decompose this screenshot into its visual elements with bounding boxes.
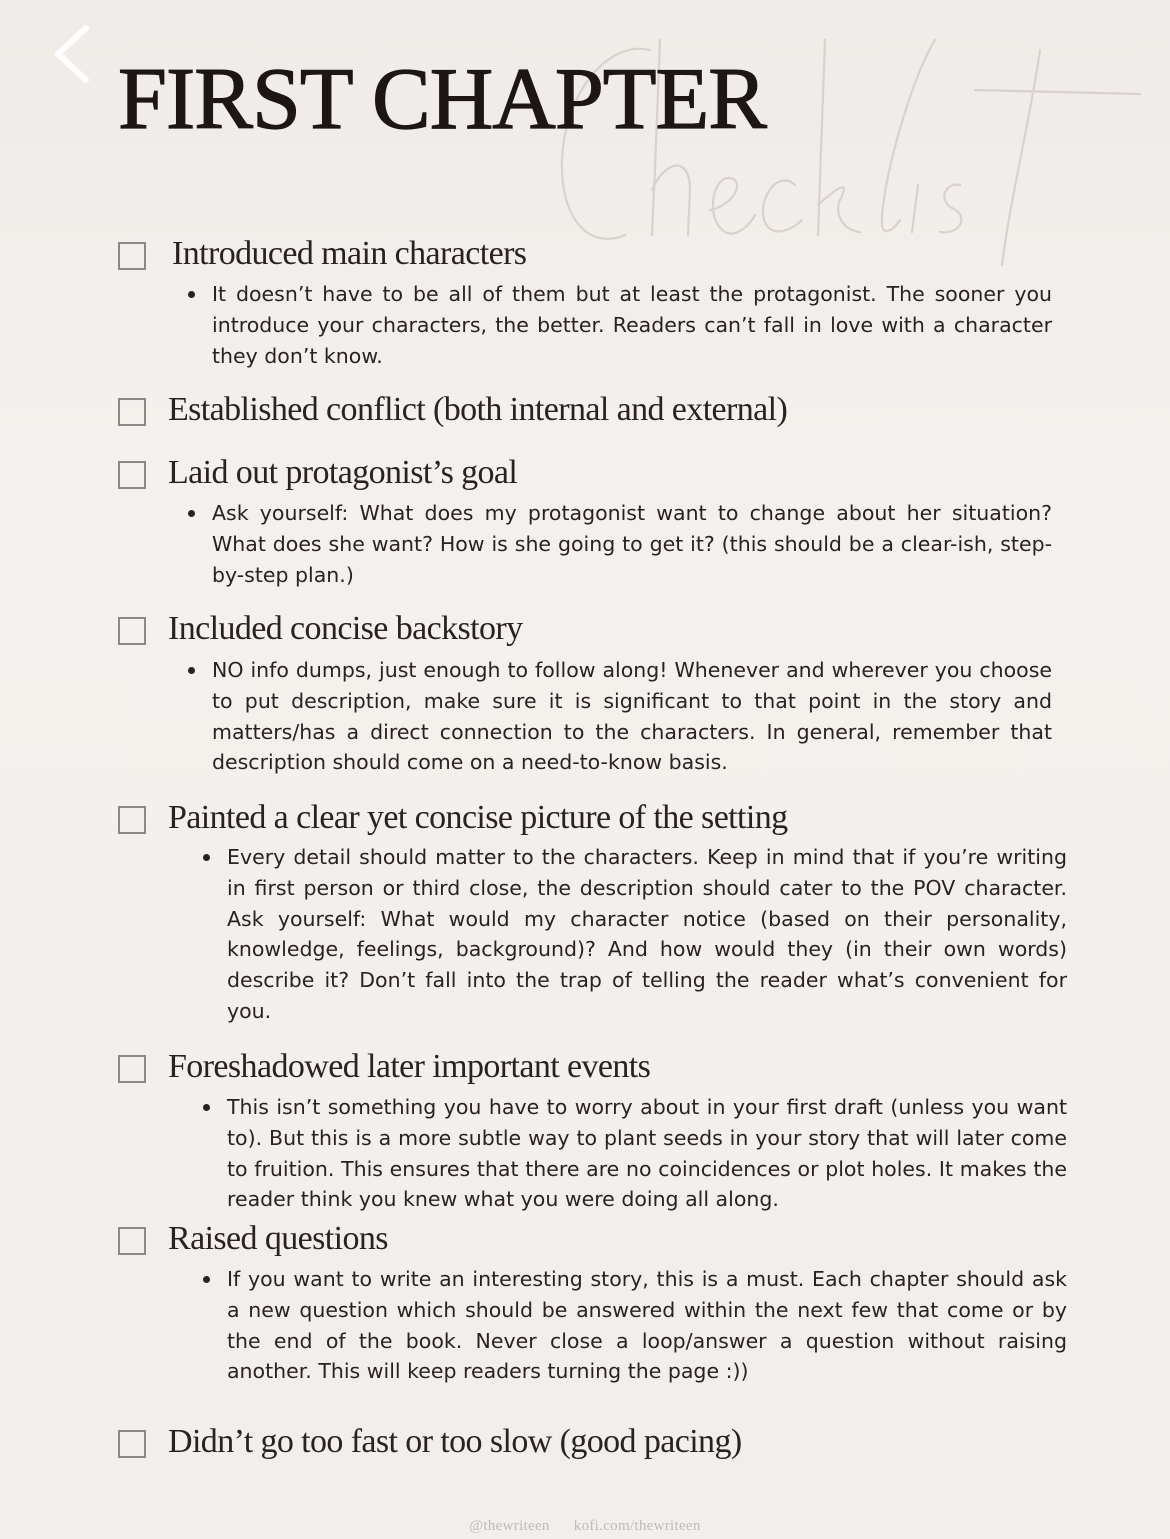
checklist-item-label: Introduced main characters [172, 235, 527, 272]
checklist-item-label: Didn’t go too fast or too slow (good pacing) [168, 1423, 742, 1460]
checkbox[interactable] [118, 461, 146, 489]
checklist-item-note: This isn’t something you have to worry about in your first draft (unless you want to). But this is a more subtle way to plant seeds in your story that will later come to fruition. This ensures that there are no coincidences or plot holes. It makes the reader think you knew what you were doing all along. [227, 1095, 1067, 1212]
checklist-item-label: Foreshadowed later important events [168, 1048, 651, 1085]
checkbox[interactable] [118, 1430, 146, 1458]
checkbox[interactable] [118, 242, 146, 270]
checklist-item-note: If you want to write an interesting story, this is a must. Each chapter should ask a new question which should be answered within the next few that come or by the end of the book. Never close a loop/answer a question without raising another. This will keep readers turning the page :)) [227, 1267, 1067, 1384]
checklist-item-note: Ask yourself: What does my protagonist want to change about her situation? What does she want? How is she going to get it? (this should be a clear-ish, step-by-step plan.) [212, 501, 1052, 587]
page-title: FIRST CHAPTER [118, 51, 766, 148]
checklist-item-label: Raised questions [168, 1220, 388, 1257]
checklist-item-note: Every detail should matter to the characters. Keep in mind that if you’re writing in first person or third close, the description should cater to the POV character. Ask yourself: What would my character notice (based on their personality, knowledge, feelings, background)? And how would they (in their own words) describe it? Don’t fall into the trap of telling the reader what’s convenient for you. [227, 845, 1067, 1023]
bullet-dot [188, 291, 195, 298]
bullet-dot [203, 854, 210, 861]
checklist-item-note: NO info dumps, just enough to follow along! Whenever and wherever you choose to put description, make sure it is significant to that point in the story and matters/has a direct connection to the characters. In general, remember that description should come on a need-to-know basis. [212, 658, 1052, 775]
bullet-dot [203, 1276, 210, 1283]
checklist-item-label: Laid out protagonist’s goal [168, 454, 518, 491]
bullet-dot [188, 667, 195, 674]
checkbox[interactable] [118, 806, 146, 834]
checklist-item-label: Established conflict (both internal and external) [168, 391, 788, 428]
checklist-item-label: Included concise backstory [168, 610, 523, 647]
bullet-dot [188, 510, 195, 517]
checkbox[interactable] [118, 1227, 146, 1255]
bullet-dot [203, 1104, 210, 1111]
footer-credits [0, 1518, 1170, 1535]
checkbox[interactable] [118, 617, 146, 645]
checkbox[interactable] [118, 1055, 146, 1083]
footer-handle: @thewriteen [469, 1518, 550, 1534]
footer-kofi: kofi.com/thewriteen [573, 1518, 701, 1534]
checkbox[interactable] [118, 398, 146, 426]
checklist-item-label: Painted a clear yet concise picture of the setting [168, 799, 788, 836]
checklist-item-note: It doesn’t have to be all of them but at least the protagonist. The sooner you introduce your characters, the better. Readers can’t fall in love with a character they don’t know. [212, 282, 1052, 368]
